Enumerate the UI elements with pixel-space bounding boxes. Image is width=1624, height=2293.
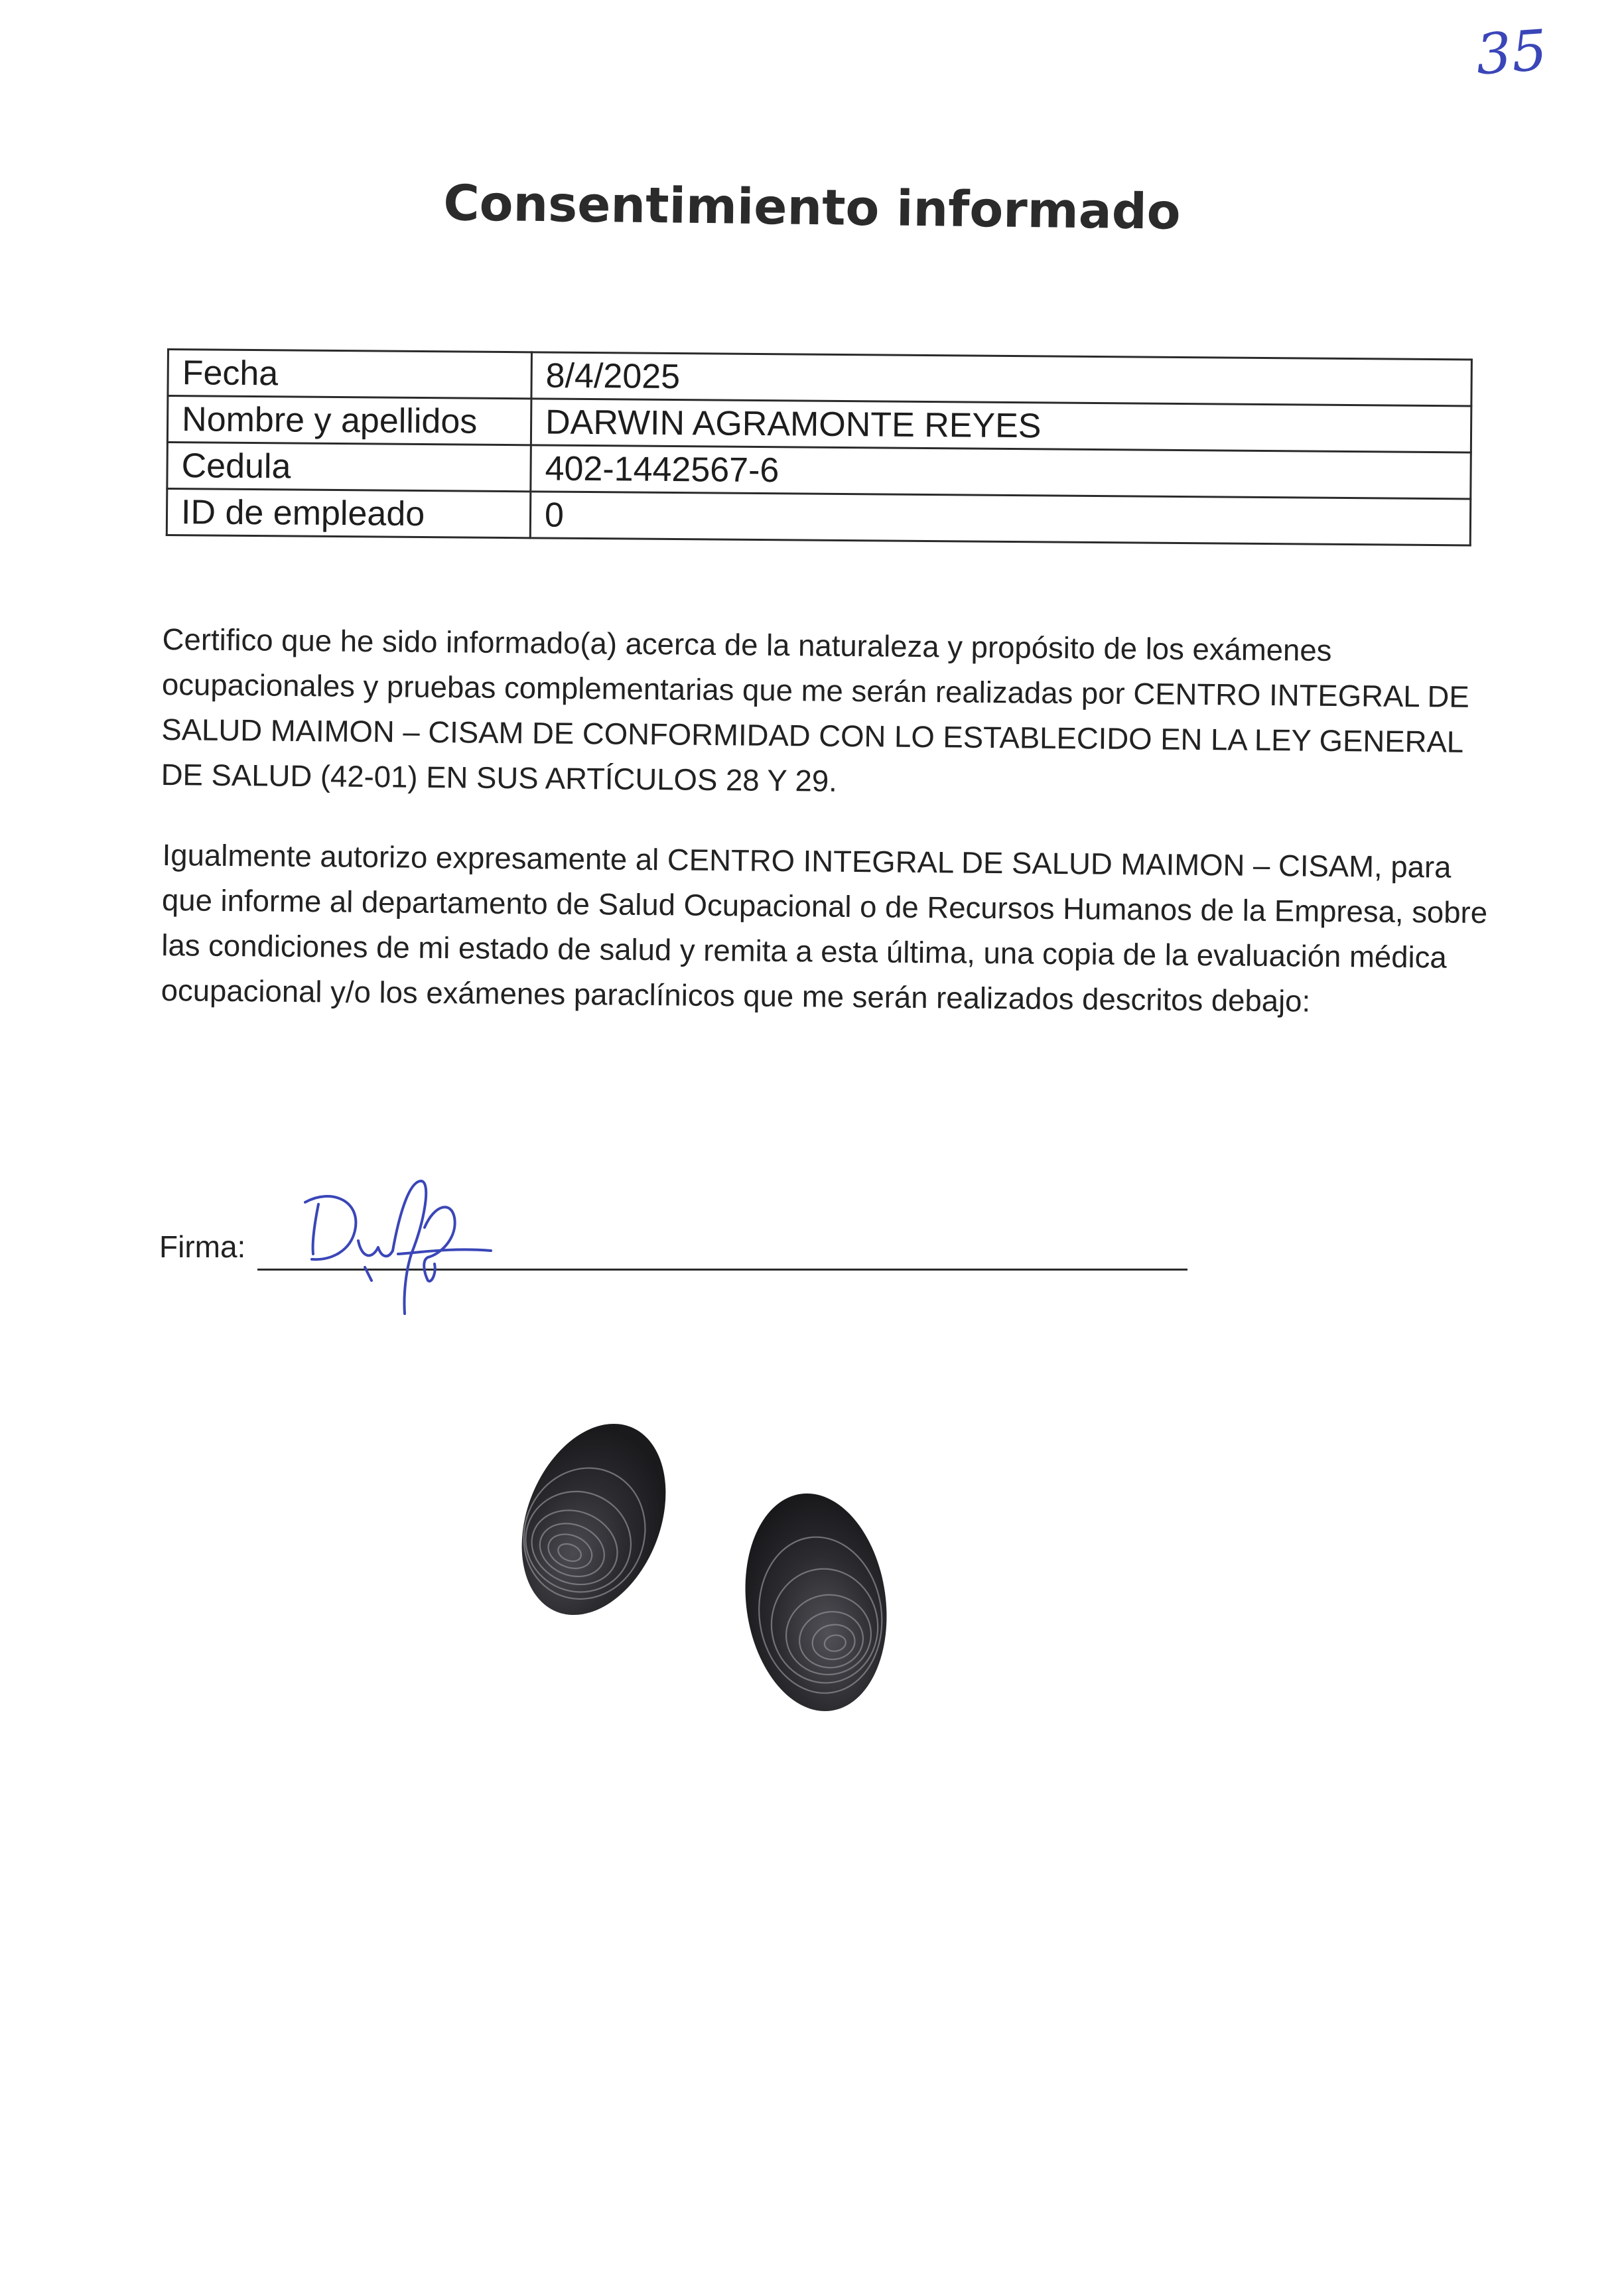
info-table [166, 348, 1473, 546]
firma-label: Firma: [159, 1229, 246, 1264]
fingerprint-left-icon [504, 1407, 683, 1632]
id-empleado-label: ID de empleado [167, 489, 531, 538]
document-title: Consentimiento informado [442, 174, 1182, 241]
fingerprint-right-icon [730, 1480, 902, 1725]
fecha-label: Fecha [168, 350, 532, 399]
nombre-value: DARWIN AGRAMONTE REYES [531, 399, 1471, 452]
fecha-value: 8/4/2025 [531, 352, 1472, 406]
id-empleado-value: 0 [530, 492, 1471, 545]
cedula-label: Cedula [167, 443, 531, 492]
certification-paragraph: Certifico que he sido informado(a) acerca de la naturaleza y propósito de los exámenes ocupacionales y pruebas complementarias que me serán realizadas por CENTRO INTEGRAL DE SALUD MAIMON – CISAM DE CONFORMIDAD CON LO ESTABLECIDO EN LA LEY GENERAL DE SALUD (42-01) EN SUS ARTÍCULOS 28 Y 29. [161, 622, 1470, 798]
authorization-paragraph: Igualmente autorizo expresamente al CENTRO INTEGRAL DE SALUD MAIMON – CISAM, para que informe al departamento de Salud Ocupacional o de Recursos Humanos de la Empresa, sobre las condiciones de mi estado de salud y remita a esta última, una copia de la evaluación médica ocupacional y/o los exámenes paraclínicos que me serán realizados descritos debajo: [161, 837, 1488, 1018]
table-row [167, 489, 1470, 545]
page-number: 35 [1473, 17, 1550, 88]
nombre-label: Nombre y apellidos [167, 396, 531, 445]
handwritten-signature-icon [292, 1141, 517, 1340]
cedula-value: 402-1442567-6 [531, 445, 1471, 499]
